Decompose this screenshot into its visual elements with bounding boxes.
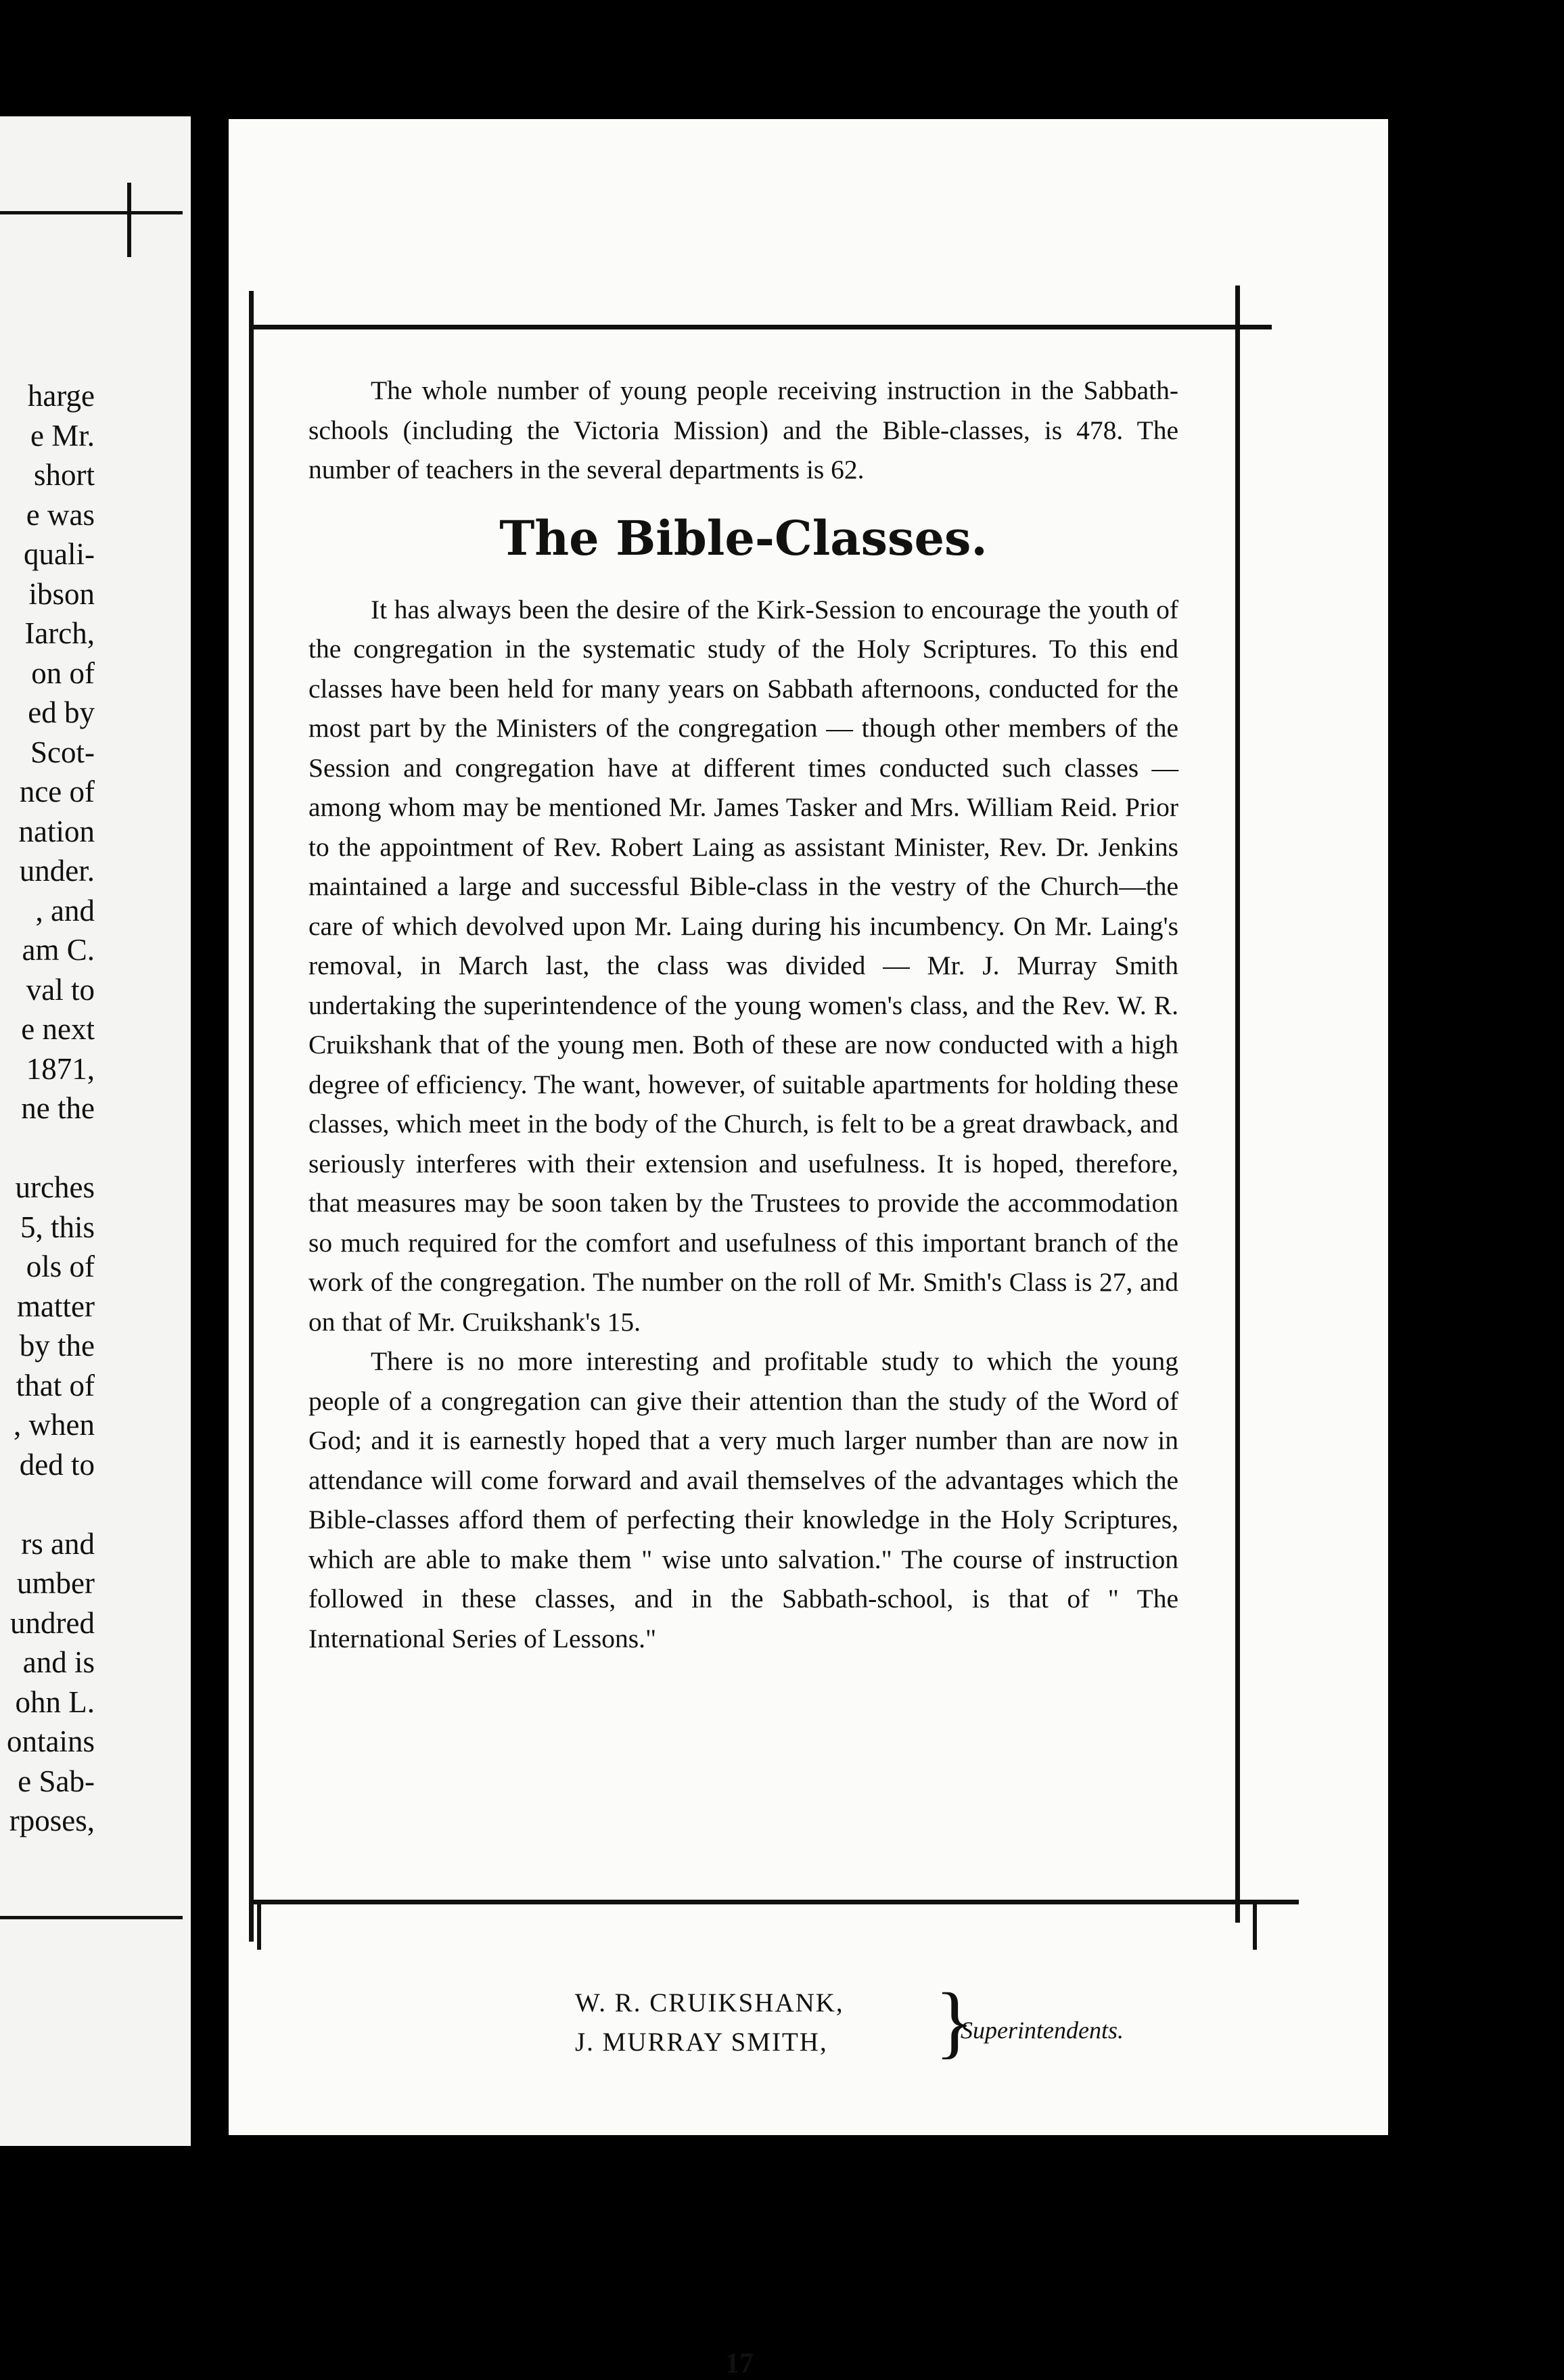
previous-page-text-fragments [0,376,95,1841]
previous-page-line: e was [26,497,95,532]
page-content [308,371,1178,1658]
signature-brace: } [935,1976,974,2066]
previous-page-vertical-rule [127,183,131,257]
previous-page-line: Scot- [30,735,95,769]
previous-page-line: e Sab- [18,1764,95,1798]
previous-page-line: ols of [26,1250,95,1283]
previous-page-line: , when [14,1408,95,1442]
border-bottom-rule [250,1900,1299,1904]
previous-page-line: ed by [28,695,95,729]
book-spine [191,0,229,2230]
previous-page-line: val to [26,972,95,1007]
previous-page-line: ibson [28,576,95,611]
previous-page-line: and is [22,1645,95,1679]
previous-page-line: am C. [22,933,95,967]
previous-page-line: nce of [19,775,95,808]
previous-page-line: matter [17,1289,95,1323]
previous-page-line [0,1128,95,1168]
previous-page-bottom-rule [0,1916,183,1919]
previous-page-line: ontains [7,1724,95,1758]
previous-page-line: nation [18,814,95,848]
page-number: 17 [725,2348,754,2379]
previous-page-line: e Mr. [30,418,95,453]
previous-page-line: undred [10,1605,95,1640]
previous-page-line: by the [19,1329,95,1363]
previous-page-line: under. [19,854,95,888]
previous-page-line [0,1484,95,1524]
previous-page-line: that of [16,1368,95,1402]
body-paragraph-1: It has always been the desire of the Kirk-Session to encourage the youth of the congregation in the systematic study of the Holy Scriptures. To this end classes have been held for many years on Sabbath afternoons, conducted for the most part by the Ministers of the congregation — though other members of the Session and congregation have at different times conducted such classes — among whom may be mentioned Mr. James Tasker and Mrs. William Reid. Prior to the appointment of Rev. Robert Laing as assistant Minister, Rev. Dr. Jenkins maintained a large and successful Bible-class in the vestry of the Church—the care of which devolved upon Mr. Laing during his incumbency. On Mr. Laing's removal, in March last, the class was divided — Mr. J. Murray Smith undertaking the superintendence of the young women's class, and the Rev. W. R. Cruikshank that of the young men. Both of these are now conducted with a high degree of efficiency. The want, however, of suitable apartments for holding these classes, which meet in the body of the Church, is felt to be a great drawback, and seriously interferes with their extension and usefulness. It is hoped, therefore, that measures may be soon taken by the Trustees to provide the accommodation so much required for the comfort and usefulness of this important branch of the work of the congregation. The number on the roll of Mr. Smith's Class is 27, and on that of Mr. Cruikshank's 15. [308,594,1178,1337]
previous-page-line: on of [31,656,95,690]
previous-page-line: umber [17,1566,95,1600]
border-right-rule [1235,285,1240,1923]
body-paragraph-2: There is no more interesting and profitable study to which the young people of a congregation can give their attention than the study of the Word of God; and it is earnestly hoped that a very much larger number than are now in attendance will come forward and avail themselves of the advantages which the Bible-classes afford them of perfecting their knowledge in the Holy Scriptures, which are able to make them " wise unto salvation." The course of instruction followed in these classes, and in the Sabbath-school, is that of " The International Series of Lessons." [308,1346,1178,1653]
previous-page-line: , and [35,893,95,928]
border-right-tail [1253,1902,1257,1950]
signatory-murray-smith: J. MURRAY SMITH, [575,2028,828,2057]
intro-paragraph: The whole number of young people receiving instruction in the Sabbath-schools (including the Victoria Mission) and the Bible-classes, is 478. The number of teachers in the several departments is 62. [308,375,1178,484]
previous-page-line: short [34,458,95,492]
signatory-cruikshank: W. R. CRUIKSHANK, [575,1988,844,2017]
signatory-role: Superintendents. [961,2017,1124,2044]
border-left-rule [249,291,254,1942]
border-left-tail [257,1902,261,1950]
previous-page-line: ne the [21,1091,95,1125]
previous-page-line: e next [21,1012,95,1046]
previous-page-line: Iarch, [24,616,95,650]
previous-page-line: rs and [21,1526,95,1561]
previous-page-line: quali- [24,537,95,571]
section-title: The Bible-Classes. [499,509,988,566]
previous-page-line: ohn L. [15,1685,95,1719]
previous-page-top-rule [0,211,183,214]
previous-page-line: 5, this [20,1210,95,1244]
previous-page-line: rposes, [9,1804,95,1837]
border-top-rule [250,325,1272,329]
previous-page-line: urches [15,1170,95,1204]
previous-page-line: ded to [19,1447,95,1482]
previous-page-line: harge [27,379,95,413]
previous-page-line: 1871, [26,1051,95,1086]
